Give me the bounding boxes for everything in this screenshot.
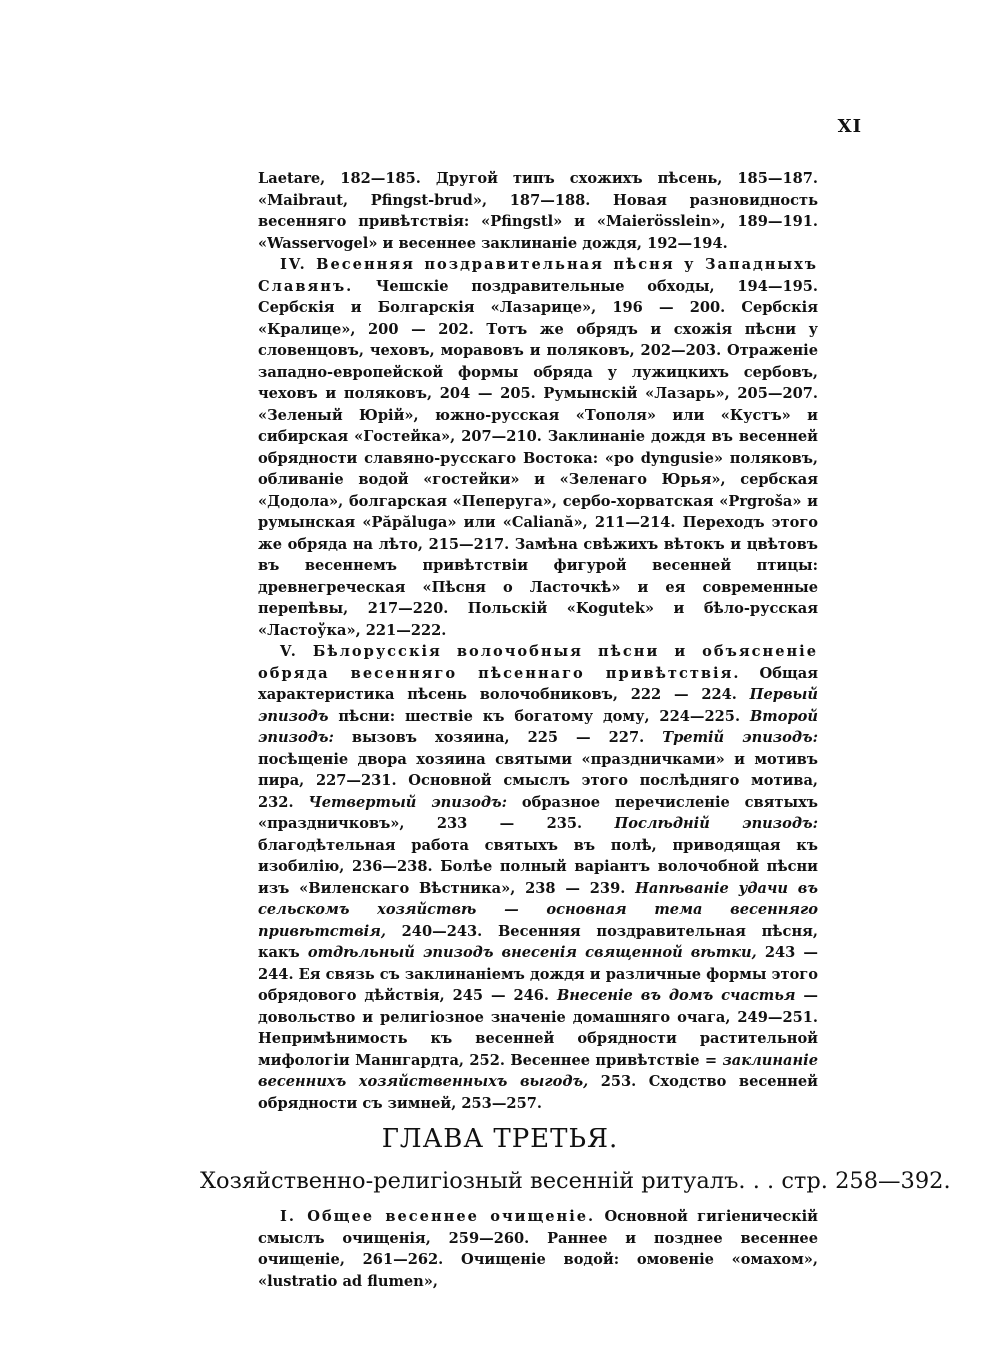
section-v-italic-2: Второй эпизодъ: — [258, 707, 818, 746]
section-v-italic-6: Напѣваніе удачи въ сельскомъ хозяйствѣ — основная тема весенняго привѣтствія, — [258, 879, 818, 940]
section-v-text-7: 240—243. Весенняя поздравительная пѣсня, какъ — [258, 922, 818, 961]
section-iv-text: Чешскіе поздравительные обходы, 194—195. Сербскія и Болгарскія «Лазарице», 196 — 200. Сербскія «Кралице», 200 — 202. Тотъ же обрядъ и схожія пѣсни у словенцовъ, чеховъ, моравовъ и поляковъ, 202—203. Отраженіе западно-европейской формы обряда у лужицкихъ сербовъ, чеховъ и поляковъ, 204 — 205. Румынскій «Лазарь», 205—207. «Зеленый Юрій», южно-русская «Тополя» или «Кустъ» и сибирская «Гостейка», 207—210. Заклинаніе дождя въ весенней обрядности славяно-русскаго Востока: «po dyngusie» поляковъ, обливаніе водой «гостейки» и «Зеленаго Юрья», сербская «Додола», болгарская «Пеперуга», сербо-хорватская «Prgrоšа» и румынская «Păpăluga» или «Caliană», 211—214. Переходъ этого же обряда на лѣто, 215—217. Замѣна свѣжихъ вѣтокъ и цвѣтовъ въ весеннемъ привѣтствіи фигурой весенней птицы: древнегреческая «Пѣсня о Ласточкѣ» и ея современные перепѣвы, 217—220. Польскій «Kogutek» и бѣло-русская «Ластоўка», 221—222. — [258, 277, 818, 639]
section-v-text-8: 243 — 244. Ея связь съ заклинаніемъ дождя и различные формы этого обрядового дѣйствія, 245 — 246. — [258, 944, 818, 1004]
section-v-heading: V. Бѣлорусскія волочобныя пѣсни и объясненіе обряда весенняго пѣсеннаго привѣтствія. — [258, 643, 818, 682]
section-v-text-1: Общая характеристика пѣсень волочобниковъ, 222 — 224. — [258, 664, 818, 703]
section-iv-heading: IV. Весенняя поздравительная пѣсня у Западныхъ Славянъ. — [258, 256, 818, 295]
section-v-text-5: образное перечисленіе святыхъ «праздничковъ», 233 — 235. — [258, 793, 818, 832]
section-tail-paragraph: Laetare, 182—185. Другой типъ схожихъ пѣсень, 185—187. «Maibraut, Pfingst-brud», 187—188. Новая разновидность весенняго привѣтствія: «Pfingstl» и «Maierösslein», 189—191. «Wasservogel» и весеннее заклинаніе дождя, 192—194. — [258, 170, 818, 252]
section-v-italic-9: заклинаніе весеннихъ хозяйственныхъ выгодъ, — [258, 1051, 818, 1090]
section-v-italic-3: Третій эпизодъ: — [662, 729, 818, 746]
section-v-italic-1: Первый эпизодъ — [258, 686, 818, 725]
section-v-italic-4: Четвертый эпизодъ: — [308, 793, 508, 811]
section-i-paragraph — [258, 1206, 818, 1292]
section-iv-paragraph — [258, 254, 818, 641]
page-number: XI — [837, 116, 862, 137]
table-of-contents-body — [258, 168, 818, 1114]
section-v-paragraph — [258, 641, 818, 1114]
chapter-title: ГЛАВА ТРЕТЬЯ. — [381, 1124, 619, 1154]
chapter-contents-start — [258, 1206, 818, 1292]
section-v-text-10: 253. Сходство весенней обрядности съ зимней, 253—257. — [258, 1073, 819, 1112]
section-i-text: Основной гигіеническій смыслъ очищенія, 259—260. Раннее и позднее весеннее очищеніе, 261—262. Очищеніе водой: омовеніе «омахом», «lustratio ad flumen», — [258, 1208, 818, 1290]
section-i-heading: I. Общее весеннее очищеніе. — [280, 1208, 596, 1225]
chapter-subtitle: Хозяйственно-религіозный весенній ритуалъ. . . стр. 258—392. — [200, 1168, 951, 1194]
section-v-italic-5: Послѣдній эпизодъ: — [614, 815, 818, 832]
section-v-text-9: — довольство и религіозное значеніе домашняго очага, 249—251. Непримѣнимость къ весенней обрядности растительной мифологіи Маннгардта, 252. Весеннее привѣтствіе = — [258, 987, 818, 1069]
section-v-text-2: пѣсни: шествіе къ богатому дому, 224—225. — [328, 707, 750, 725]
section-v-text-3: вызовъ хозяина, 225 — 227. — [333, 729, 663, 746]
section-v-text-4: посѣщеніе двора хозяина святыми «праздничками» и мотивъ пира, 227—231. Основной смыслъ этого послѣдняго мотива, 232. — [258, 750, 818, 811]
section-v-italic-7: отдѣльный эпизодъ внесенія священной вѣтки, — [307, 944, 757, 961]
section-v-text-6: благодѣтельная работа святыхъ въ полѣ, приводящая къ изобилію, 236—238. Болѣе полный варіантъ волочобной пѣсни изъ «Виленскаго Вѣстника», 238 — 239. — [258, 836, 818, 897]
section-v-italic-8: Внесеніе въ домъ счастья — [556, 987, 796, 1004]
